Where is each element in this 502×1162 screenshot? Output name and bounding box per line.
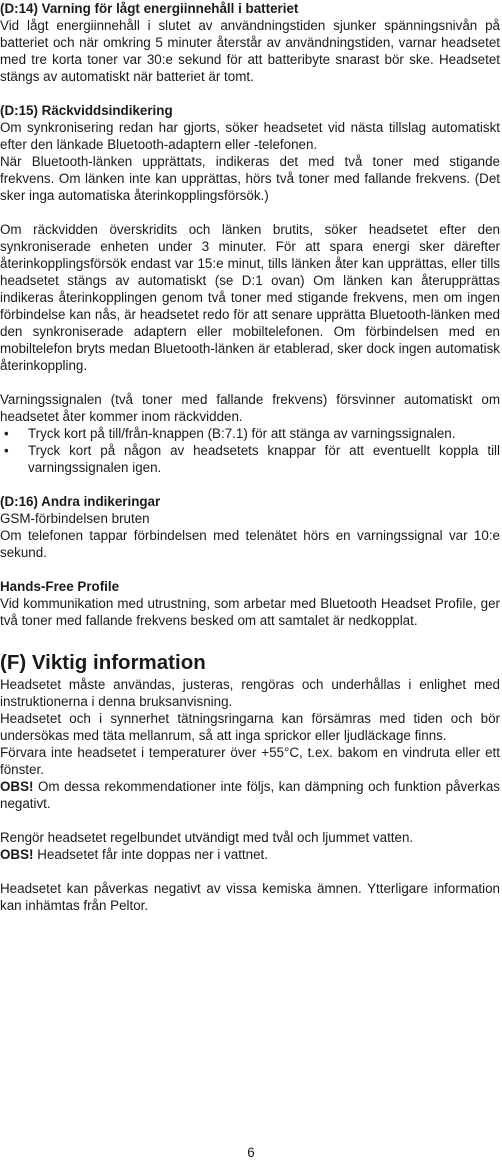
spacer [0,204,500,221]
paragraph-gsm-lost: Om telefonen tappar förbindelsen med telenätet hörs en varningssignal var 10:e sekund. [0,528,500,560]
obs-text: Om dessa rekommendationer inte följs, kan dämpning och funktion påverkas negativt. [0,779,500,811]
paragraph-storage: Förvara inte headsetet i temperaturer över +55°C, t.ex. bakom en vindruta eller ett fönster. [0,745,500,777]
bullet-icon: • [4,426,9,441]
paragraph-chemicals: Headsetet kan påverkas negativt av vissa kemiska ämnen. Ytterligare information kan inhämtas från Peltor. [0,881,500,913]
spacer [0,863,500,880]
paragraph-range-exceeded: Om räckvidden överskridits och länken brutits, söker headsetet efter den synkroniserade enheten under 3 minuter. För att spara energi sker därefter återinkopplingsförsök endast var 15:e minut, tills länken åter kan upprättas, eller tills headsetet stängs av automatiskt (se D:1 ovan) Om länken kan återupprättas indikeras återinkopplingen genom två toner med stigande frekvens, men om ingen förbindelse kan nås, är headsetet redo för att senare upprätta Bluetooth-länken med den synkroniserade adaptern eller mobiltelefonen. Om förbindelsen med en mobiltelefon bryts medan Bluetooth-länken är etablerad, sker dock ingen automatisk återinkoppling. [0,222,500,373]
spacer [0,476,500,493]
spacer [0,629,500,646]
section-heading-f: (F) Viktig information [0,651,206,674]
paragraph-usage: Headsetet måste användas, justeras, rengöras och underhållas i enlighet med instruktionerna i denna bruksanvisning. [0,677,500,709]
section-heading-hfp: Hands-Free Profile [0,579,120,594]
paragraph-link-tones: När Bluetooth-länken upprättats, indikeras det med två toner med stigande frekvens. Om länken inte kan upprättas, hörs två toner med fallande frekvens. (Det sker inga automatiska återinkopplingsförsök.) [0,154,500,203]
page-number: 6 [247,1145,255,1160]
paragraph-seals: Headsetet och i synnerhet tätningsringarna kan försämras med tiden och bör undersökas med täta mellanrum, så att inga sprickor eller ljudläckage finns. [0,711,500,743]
paragraph-cleaning: Rengör headsetet regelbundet utvändigt med tvål och ljummet vatten. [0,830,414,845]
spacer [0,812,500,829]
spacer [0,85,500,102]
list-item-text: Tryck kort på till/från-knappen (B:7.1) för att stänga av varningssignalen. [28,426,456,441]
spacer [0,374,500,391]
paragraph-sync-search: Om synkronisering redan har gjorts, söker headsetet vid nästa tillslag automatiskt efter den länkade Bluetooth-adaptern eller -telefonen. [0,120,500,152]
obs-label: OBS! [0,847,34,862]
paragraph-low-battery: Vid lågt energiinnehåll i slutet av användningstiden sjunker spänningsnivån på batteriet och när omkring 5 minuter återstår av användningstiden, varnar headsetet med tre korta toner var 30:e sekund för att batteribyte snarast bör ske. Headsetet stängs av automatiskt när batteriet är tomt. [0,18,500,84]
bullet-icon: • [4,443,9,458]
list-item [0,425,500,442]
spacer [0,561,500,578]
obs-label: OBS! [0,779,34,794]
paragraph-obs-1 [0,778,500,812]
section-heading-d14: (D:14) Varning för lågt energiinnehåll i batteriet [0,1,299,16]
bullet-list [0,425,500,476]
paragraph-obs-2 [0,846,500,863]
list-item-text: Tryck kort på någon av headsetets knappar för att eventuellt koppla till varningssignalen igen. [28,443,500,475]
section-heading-d15: (D:15) Räckviddsindikering [0,103,173,118]
subheading-gsm: GSM-förbindelsen bruten [0,511,150,526]
list-item [0,442,500,476]
obs-text: Headsetet får inte doppas ner i vattnet. [33,847,268,862]
section-heading-d16: (D:16) Andra indikeringar [0,494,161,509]
paragraph-warning-signal: Varningssignalen (två toner med fallande frekvens) försvinner automatiskt om headsetet åter kommer inom räckvidden. [0,392,500,424]
paragraph-hfp: Vid kommunikation med utrustning, som arbetar med Bluetooth Headset Profile, ger två toner med fallande frekvens besked om att samtalet är nedkopplat. [0,596,500,628]
